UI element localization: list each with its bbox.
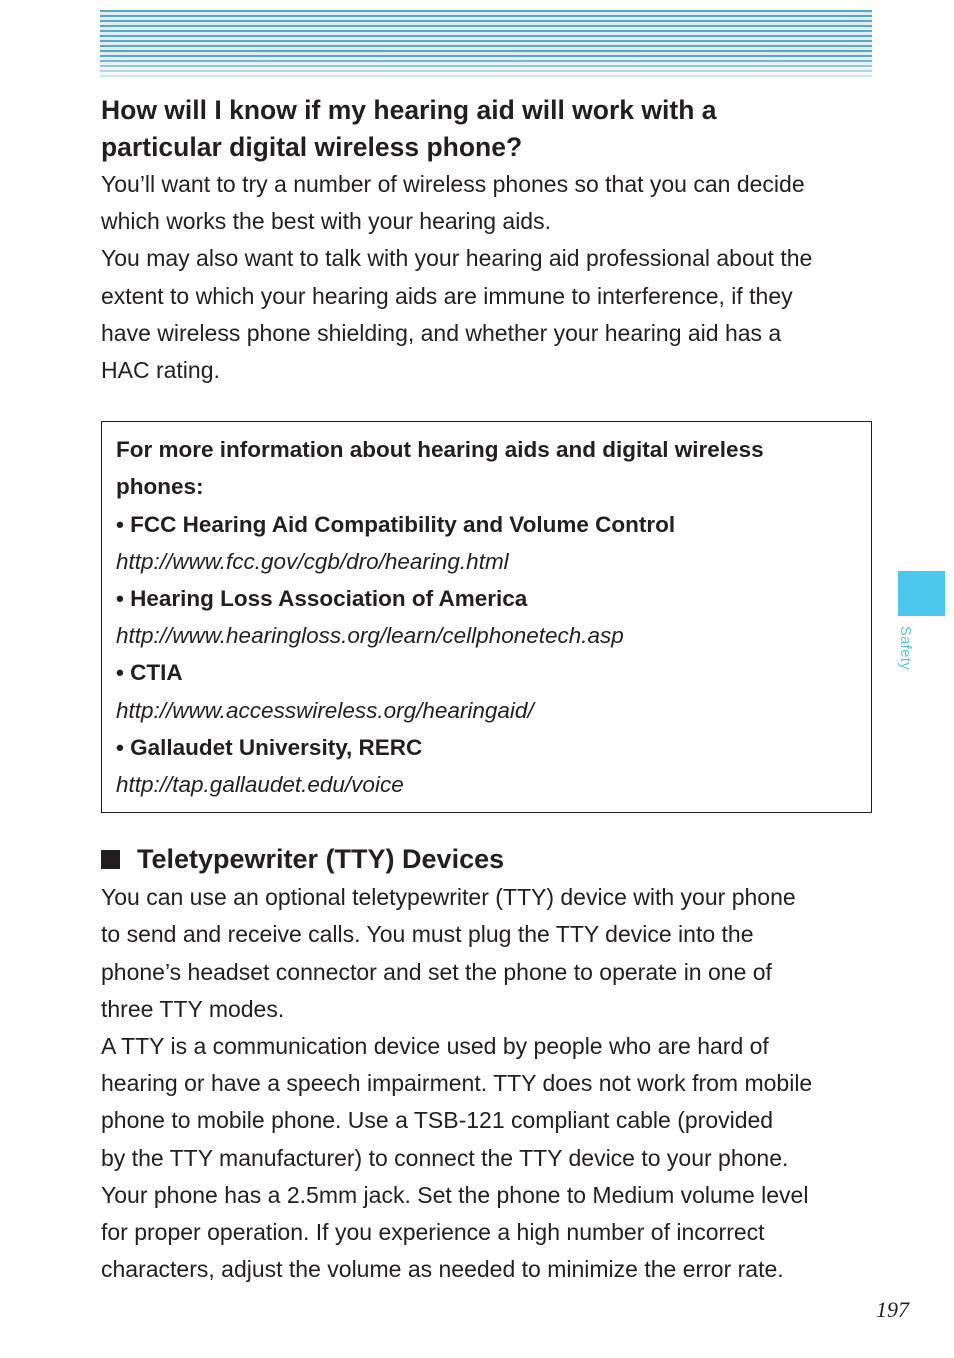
tty-section-title: Teletypewriter (TTY) Devices (137, 844, 505, 875)
question-heading (101, 92, 873, 166)
question-heading-line-2: particular digital wireless phone? (101, 132, 523, 162)
question-heading-line-1: How will I know if my hearing aid will work with a (101, 95, 717, 125)
text-line: HAC rating. (101, 357, 220, 384)
section-tab-marker (898, 571, 945, 616)
tty-paragraph-1 (101, 879, 873, 1028)
text-line: extent to which your hearing aids are immune to interference, if they (101, 282, 793, 309)
section-tab-label: Safety (897, 626, 913, 671)
resource-name-gallaudet: • Gallaudet University, RERC (116, 734, 423, 760)
intro-paragraph-2 (101, 240, 873, 389)
text-line: For more information about hearing aids and digital wireless (116, 437, 764, 463)
text-line: to send and receive calls. You must plug the TTY device into the (101, 921, 754, 948)
text-line: phones: (116, 474, 204, 500)
text-line: which works the best with your hearing aids. (101, 208, 551, 235)
text-line: by the TTY manufacturer) to connect the TTY device to your phone. (101, 1144, 789, 1171)
text-line: characters, adjust the volume as needed to minimize the error rate. (101, 1256, 784, 1283)
text-line: three TTY modes. (101, 995, 285, 1022)
info-resources-box (101, 421, 872, 813)
resource-link-hlaa[interactable]: http://www.hearingloss.org/learn/cellphonetech.asp (116, 623, 624, 649)
text-line: You may also want to talk with your hearing aid professional about the (101, 245, 813, 272)
info-box-lead (116, 431, 857, 505)
text-line: Your phone has a 2.5mm jack. Set the phone to Medium volume level (101, 1181, 809, 1208)
text-line: You can use an optional teletypewriter (TTY) device with your phone (101, 884, 796, 911)
square-bullet-icon (101, 850, 120, 869)
tty-section-heading (101, 839, 873, 879)
text-line: phone’s headset connector and set the phone to operate in one of (101, 958, 772, 985)
text-line: You’ll want to try a number of wireless phones so that you can decide (101, 171, 805, 197)
resource-name-ctia: • CTIA (116, 660, 183, 686)
text-line: have wireless phone shielding, and whether your hearing aid has a (101, 319, 782, 346)
intro-paragraph-1 (101, 166, 873, 240)
resource-name-fcc: • FCC Hearing Aid Compatibility and Volume Control (116, 511, 676, 537)
text-line: phone to mobile phone. Use a TSB-121 compliant cable (provided (101, 1107, 774, 1134)
resource-link-gallaudet[interactable]: http://tap.gallaudet.edu/voice (116, 772, 404, 798)
header-stripe-banner (100, 10, 872, 80)
page-content (101, 92, 873, 1288)
tty-paragraph-2 (101, 1028, 873, 1288)
resource-link-ctia[interactable]: http://www.accesswireless.org/hearingaid/ (116, 697, 534, 723)
page-number: 197 (876, 1297, 909, 1322)
text-line: hearing or have a speech impairment. TTY does not work from mobile (101, 1070, 813, 1097)
resource-name-hlaa: • Hearing Loss Association of America (116, 586, 528, 612)
text-line: for proper operation. If you experience a high number of incorrect (101, 1219, 765, 1246)
text-line: A TTY is a communication device used by people who are hard of (101, 1033, 769, 1060)
resource-link-fcc[interactable]: http://www.fcc.gov/cgb/dro/hearing.html (116, 548, 509, 574)
